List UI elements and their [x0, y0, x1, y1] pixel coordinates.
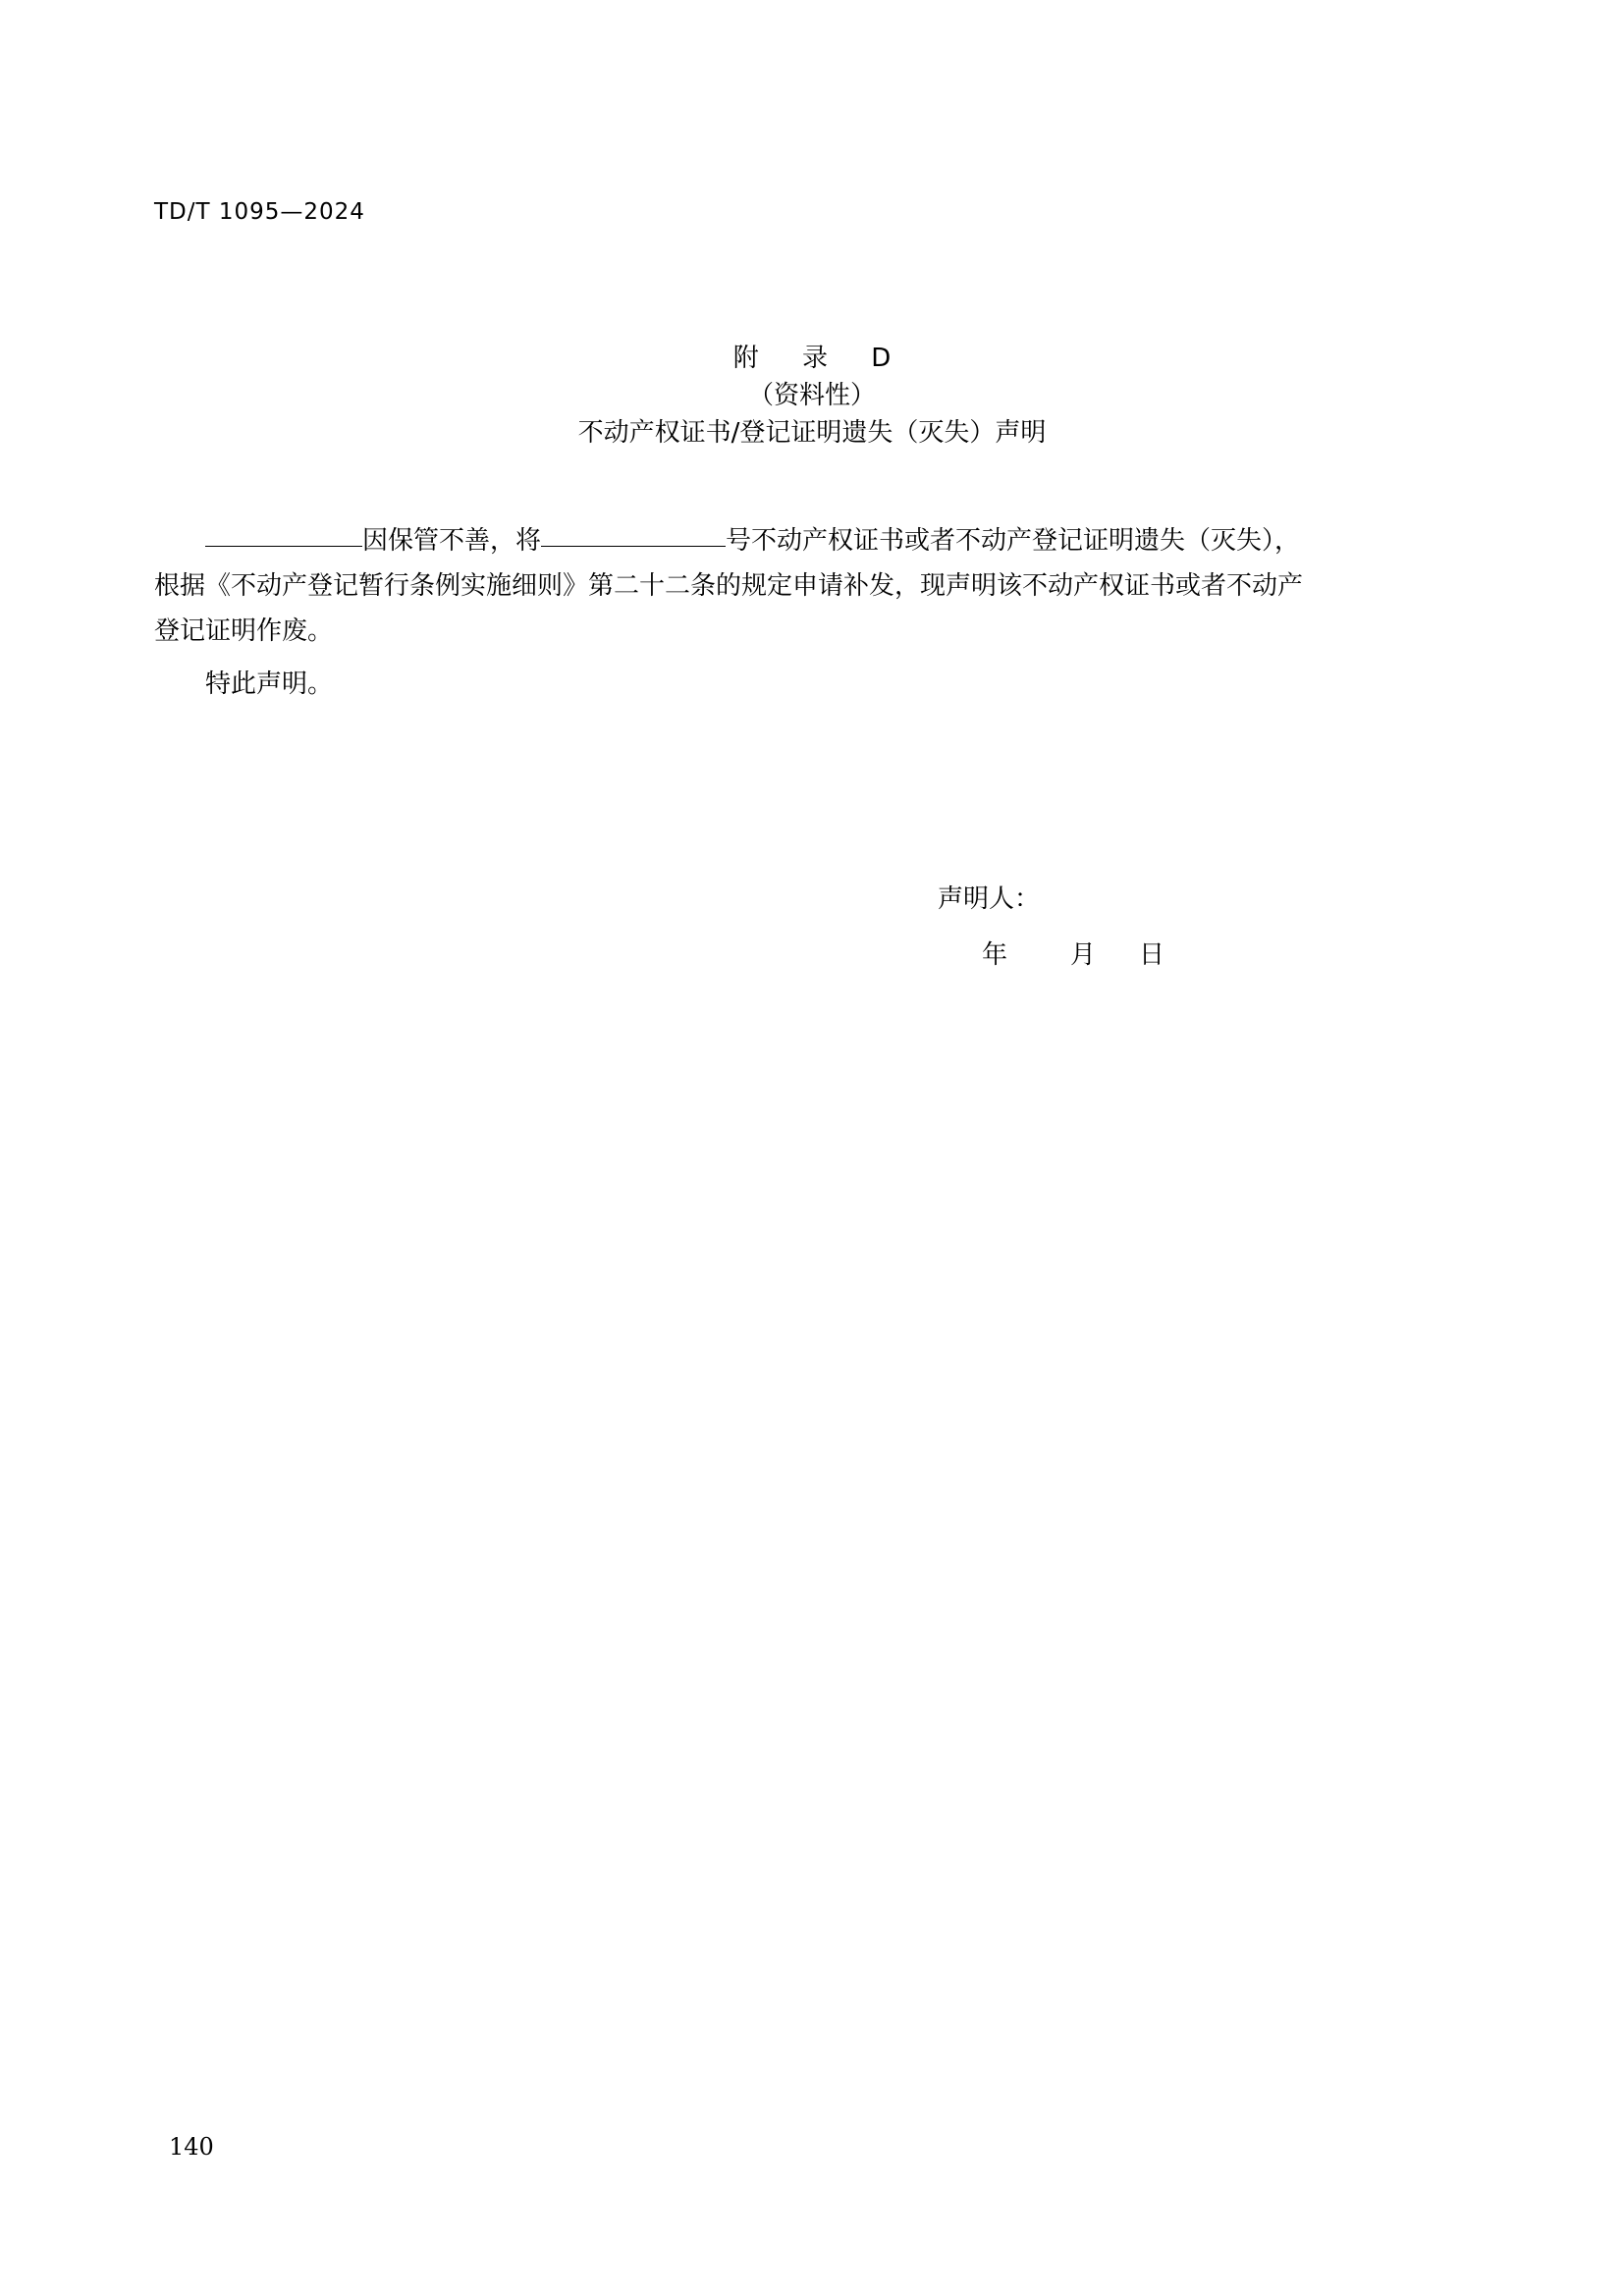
date-line	[982, 933, 1164, 978]
paragraph-line-3: 登记证明作废。	[154, 616, 334, 646]
year-label: 年	[982, 940, 1008, 970]
certificate-number-blank[interactable]	[541, 518, 726, 547]
declaration-title: 不动产权证书/登记证明遗失（灭失）声明	[577, 418, 1047, 448]
appendix-nature: （资料性）	[747, 381, 876, 410]
paragraph-line-2: 根据《不动产登记暂行条例实施细则》第二十二条的规定申请补发，现声明该不动产权证书或者不动产	[154, 571, 1304, 601]
paragraph-line-1	[154, 518, 1470, 563]
month-label: 月	[1070, 940, 1097, 970]
text-segment-2: 号不动产权证书或者不动产登记证明遗失（灭失），	[726, 526, 1301, 556]
standard-code: TD/T 1095—2024	[154, 199, 365, 225]
appendix-title: 附 录 D	[732, 344, 909, 373]
declaration-paragraph	[154, 518, 1470, 563]
declaration-body	[154, 518, 1470, 707]
page-number: 140	[169, 2133, 214, 2161]
closing-statement: 特此声明。	[205, 669, 334, 699]
day-label: 日	[1139, 940, 1165, 970]
title-block	[0, 340, 1624, 452]
declarant-label: 声明人：	[938, 884, 1041, 914]
name-blank[interactable]	[205, 518, 362, 547]
text-segment-1: 因保管不善，将	[362, 526, 542, 556]
